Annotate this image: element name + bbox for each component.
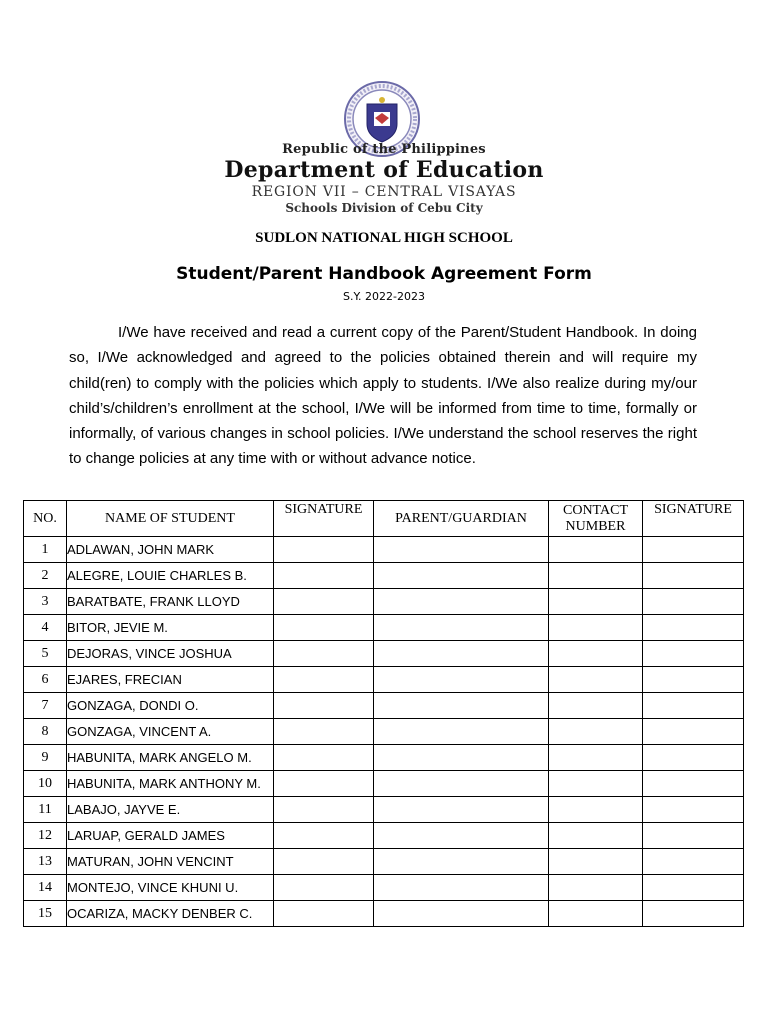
row-number: 1	[24, 537, 67, 563]
table-row	[24, 615, 744, 641]
signature-2-cell	[643, 563, 744, 589]
school-name: SUDLON NATIONAL HIGH SCHOOL	[255, 230, 513, 246]
signature-cell	[274, 563, 374, 589]
student-name: MONTEJO, VINCE KHUNI U.	[67, 875, 274, 901]
table-row	[24, 589, 744, 615]
signature-cell	[274, 875, 374, 901]
row-number: 8	[24, 719, 67, 745]
signature-cell	[274, 667, 374, 693]
school-year: S.Y. 2022-2023	[343, 290, 425, 303]
signature-cell	[274, 849, 374, 875]
table-row	[24, 901, 744, 927]
student-name: ADLAWAN, JOHN MARK	[67, 537, 274, 563]
parent-guardian-cell	[374, 641, 549, 667]
signature-cell	[274, 797, 374, 823]
form-title: Student/Parent Handbook Agreement Form	[176, 264, 592, 284]
contact-number-cell	[549, 849, 643, 875]
student-name: DEJORAS, VINCE JOSHUA	[67, 641, 274, 667]
row-number: 6	[24, 667, 67, 693]
student-name: LARUAP, GERALD JAMES	[67, 823, 274, 849]
parent-guardian-cell	[374, 901, 549, 927]
table-header-row	[24, 501, 744, 537]
header-name: NAME OF STUDENT	[67, 501, 274, 537]
contact-number-cell	[549, 563, 643, 589]
signature-2-cell	[643, 771, 744, 797]
contact-number-cell	[549, 589, 643, 615]
parent-guardian-cell	[374, 693, 549, 719]
header-no: NO.	[24, 501, 67, 537]
signature-2-cell	[643, 823, 744, 849]
student-name: HABUNITA, MARK ANTHONY M.	[67, 771, 274, 797]
parent-guardian-cell	[374, 667, 549, 693]
header-signature-2: SIGNATURE	[643, 501, 744, 537]
student-name: BARATBATE, FRANK LLOYD	[67, 589, 274, 615]
row-number: 4	[24, 615, 67, 641]
signature-cell	[274, 589, 374, 615]
student-name: OCARIZA, MACKY DENBER C.	[67, 901, 274, 927]
contact-number-cell	[549, 901, 643, 927]
row-number: 13	[24, 849, 67, 875]
row-number: 9	[24, 745, 67, 771]
parent-guardian-cell	[374, 849, 549, 875]
student-roster-table	[23, 500, 744, 927]
parent-guardian-cell	[374, 823, 549, 849]
student-name: GONZAGA, VINCENT A.	[67, 719, 274, 745]
contact-number-cell	[549, 667, 643, 693]
student-name: MATURAN, JOHN VENCINT	[67, 849, 274, 875]
contact-number-cell	[549, 693, 643, 719]
contact-number-cell	[549, 719, 643, 745]
signature-2-cell	[643, 719, 744, 745]
signature-cell	[274, 693, 374, 719]
student-name: LABAJO, JAYVE E.	[67, 797, 274, 823]
signature-2-cell	[643, 693, 744, 719]
table-row	[24, 823, 744, 849]
parent-guardian-cell	[374, 615, 549, 641]
row-number: 12	[24, 823, 67, 849]
table-row	[24, 641, 744, 667]
table-row	[24, 797, 744, 823]
student-name: HABUNITA, MARK ANGELO M.	[67, 745, 274, 771]
signature-cell	[274, 771, 374, 797]
agreement-paragraph: I/We have received and read a current copy of the Parent/Student Handbook. In doing so, I/We acknowledged and agreed to the policies obtained therein and will require my child(ren) to comply with the policies which apply to students. I/We also realize during my/our child’s/children’s enrollment at the school, I/We will be informed from time to time, formally or informally, of various changes in school policies. I/We understand the school reserves the right to change policies at any time with or without advance notice.	[69, 324, 697, 468]
table-row	[24, 849, 744, 875]
department-heading: Department of Education	[224, 157, 544, 183]
signature-2-cell	[643, 797, 744, 823]
contact-number-cell	[549, 797, 643, 823]
row-number: 2	[24, 563, 67, 589]
division-heading: Schools Division of Cebu City	[285, 201, 483, 215]
table-row	[24, 563, 744, 589]
signature-2-cell	[643, 745, 744, 771]
table-row	[24, 719, 744, 745]
signature-2-cell	[643, 667, 744, 693]
signature-2-cell	[643, 901, 744, 927]
contact-number-cell	[549, 745, 643, 771]
signature-cell	[274, 823, 374, 849]
student-name: BITOR, JEVIE M.	[67, 615, 274, 641]
parent-guardian-cell	[374, 875, 549, 901]
table-row	[24, 693, 744, 719]
signature-cell	[274, 537, 374, 563]
contact-number-cell	[549, 615, 643, 641]
student-name: ALEGRE, LOUIE CHARLES B.	[67, 563, 274, 589]
row-number: 15	[24, 901, 67, 927]
signature-cell	[274, 719, 374, 745]
contact-number-cell	[549, 875, 643, 901]
table-row	[24, 745, 744, 771]
header-contact-number: CONTACT NUMBER	[549, 501, 643, 537]
parent-guardian-cell	[374, 537, 549, 563]
row-number: 11	[24, 797, 67, 823]
student-name: EJARES, FRECIAN	[67, 667, 274, 693]
row-number: 14	[24, 875, 67, 901]
signature-cell	[274, 615, 374, 641]
signature-2-cell	[643, 615, 744, 641]
contact-number-cell	[549, 641, 643, 667]
row-number: 5	[24, 641, 67, 667]
table-row	[24, 771, 744, 797]
signature-2-cell	[643, 589, 744, 615]
signature-2-cell	[643, 849, 744, 875]
signature-2-cell	[643, 641, 744, 667]
parent-guardian-cell	[374, 797, 549, 823]
parent-guardian-cell	[374, 719, 549, 745]
signature-cell	[274, 745, 374, 771]
parent-guardian-cell	[374, 563, 549, 589]
region-heading: REGION VII – CENTRAL VISAYAS	[251, 184, 517, 200]
header-parent-guardian: PARENT/GUARDIAN	[374, 501, 549, 537]
parent-guardian-cell	[374, 589, 549, 615]
parent-guardian-cell	[374, 745, 549, 771]
table-row	[24, 667, 744, 693]
contact-number-cell	[549, 771, 643, 797]
student-name: GONZAGA, DONDI O.	[67, 693, 274, 719]
parent-guardian-cell	[374, 771, 549, 797]
signature-cell	[274, 641, 374, 667]
row-number: 7	[24, 693, 67, 719]
republic-heading: Republic of the Philippines	[282, 142, 486, 157]
table-row	[24, 875, 744, 901]
row-number: 3	[24, 589, 67, 615]
table-row	[24, 537, 744, 563]
row-number: 10	[24, 771, 67, 797]
header-signature: SIGNATURE	[274, 501, 374, 537]
signature-2-cell	[643, 875, 744, 901]
signature-cell	[274, 901, 374, 927]
contact-number-cell	[549, 823, 643, 849]
signature-2-cell	[643, 537, 744, 563]
contact-number-cell	[549, 537, 643, 563]
